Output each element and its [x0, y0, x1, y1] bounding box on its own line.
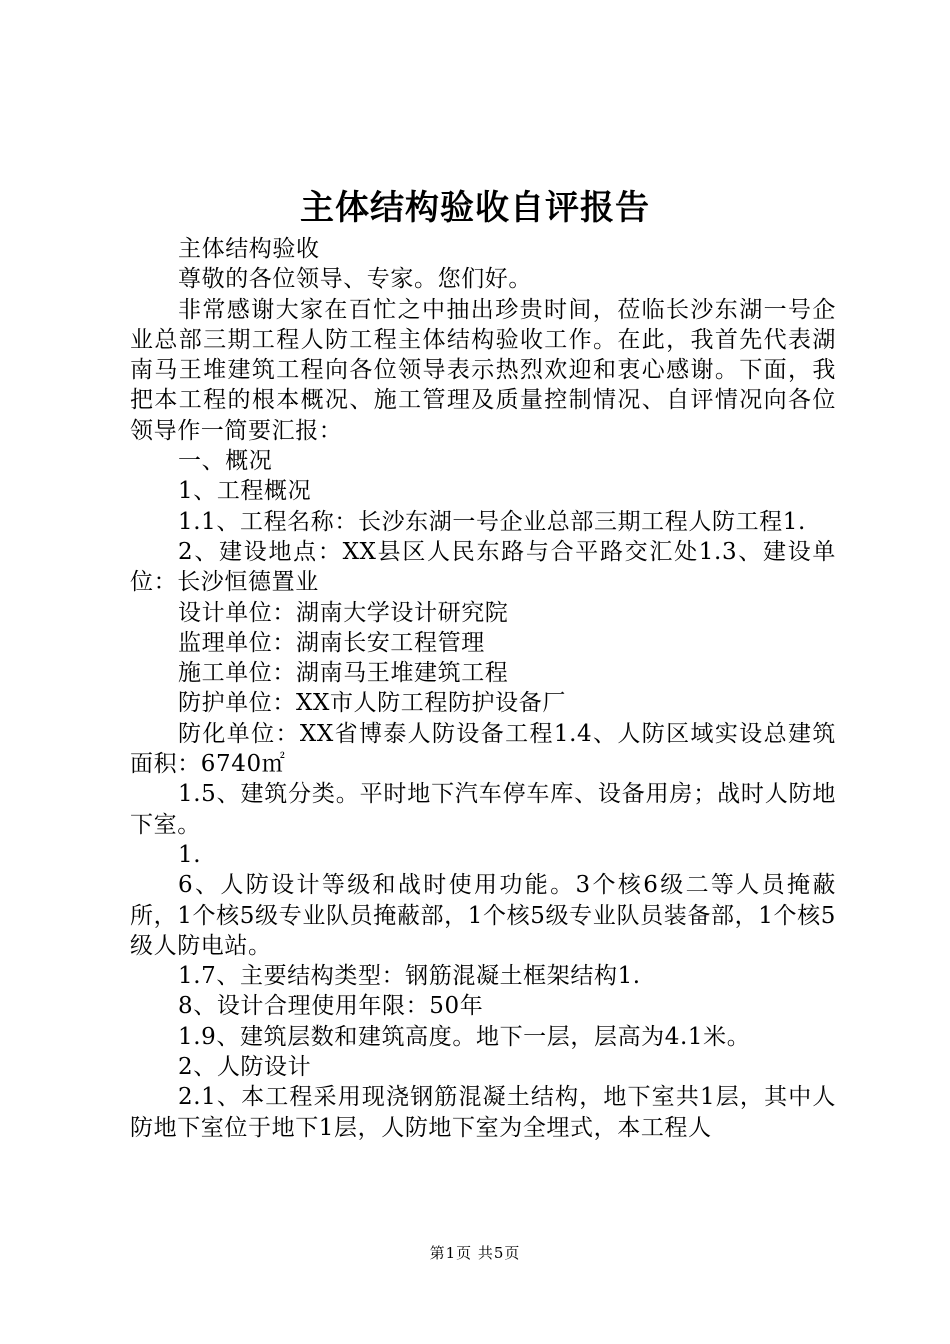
- paragraph: 主体结构验收: [178, 236, 320, 262]
- paragraph: 6、人防设计等级和战时使用功能。3个核6级二等人员掩蔽所，1个核5级专业队员掩蔽部，1个核5级专业队员装备部，1个核5级人防电站。: [130, 872, 836, 959]
- paragraph: 2.1、本工程采用现浇钢筋混凝土结构，地下室共1层，其中人防地下室位于地下1层，人防地下室为全埋式，本工程人: [130, 1084, 836, 1141]
- paragraph: 1.5、建筑分类。平时地下汽车停车库、设备用房；战时人防地下室。: [130, 781, 836, 838]
- page-footer: 第1页 共5页: [429, 1244, 521, 1262]
- document-title: 主体结构验收自评报告: [300, 188, 650, 228]
- paragraph: 1.7、主要结构类型：钢筋混凝土框架结构1.: [178, 963, 641, 990]
- paragraph: 1.1、工程名称：长沙东湖一号企业总部三期工程人防工程1.: [178, 508, 806, 535]
- paragraph: 2、人防设计: [178, 1054, 312, 1081]
- paragraph: 设计单位：湖南大学设计研究院: [178, 599, 509, 626]
- paragraph: 尊敬的各位领导、专家。您们好。: [178, 266, 532, 293]
- paragraph: 监理单位：湖南长安工程管理: [178, 629, 485, 656]
- paragraph: 非常感谢大家在百忙之中抽出珍贵时间，莅临长沙东湖一号企业总部三期工程人防工程主体结构验收工作。在此，我首先代表湖南马王堆建筑工程向各位领导表示热烈欢迎和衷心感谢。下面，我把本工程的根本概况、施工管理及质量控制情况、自评情况向各位领导作一简要汇报：: [130, 296, 836, 444]
- paragraph: 2、建设地点：XX县区人民东路与合平路交汇处1.3、建设单位：长沙恒德置业: [130, 538, 836, 596]
- paragraph: 一、概况: [178, 448, 273, 475]
- paragraph: 防护单位：XX市人防工程防护设备厂: [178, 690, 566, 717]
- paragraph: 施工单位：湖南马王堆建筑工程: [178, 660, 509, 687]
- paragraph: 防化单位：XX省博泰人防设备工程1.4、人防区域实设总建筑面积：6740㎡: [130, 720, 836, 778]
- paragraph: 1.9、建筑层数和建筑高度。地下一层，层高为4.1米。: [178, 1023, 751, 1050]
- paragraph: 1、工程概况: [178, 478, 312, 505]
- paragraph: 1.: [178, 841, 202, 868]
- paragraph: 8、设计合理使用年限：50年: [178, 993, 484, 1020]
- document-body: [130, 234, 836, 1143]
